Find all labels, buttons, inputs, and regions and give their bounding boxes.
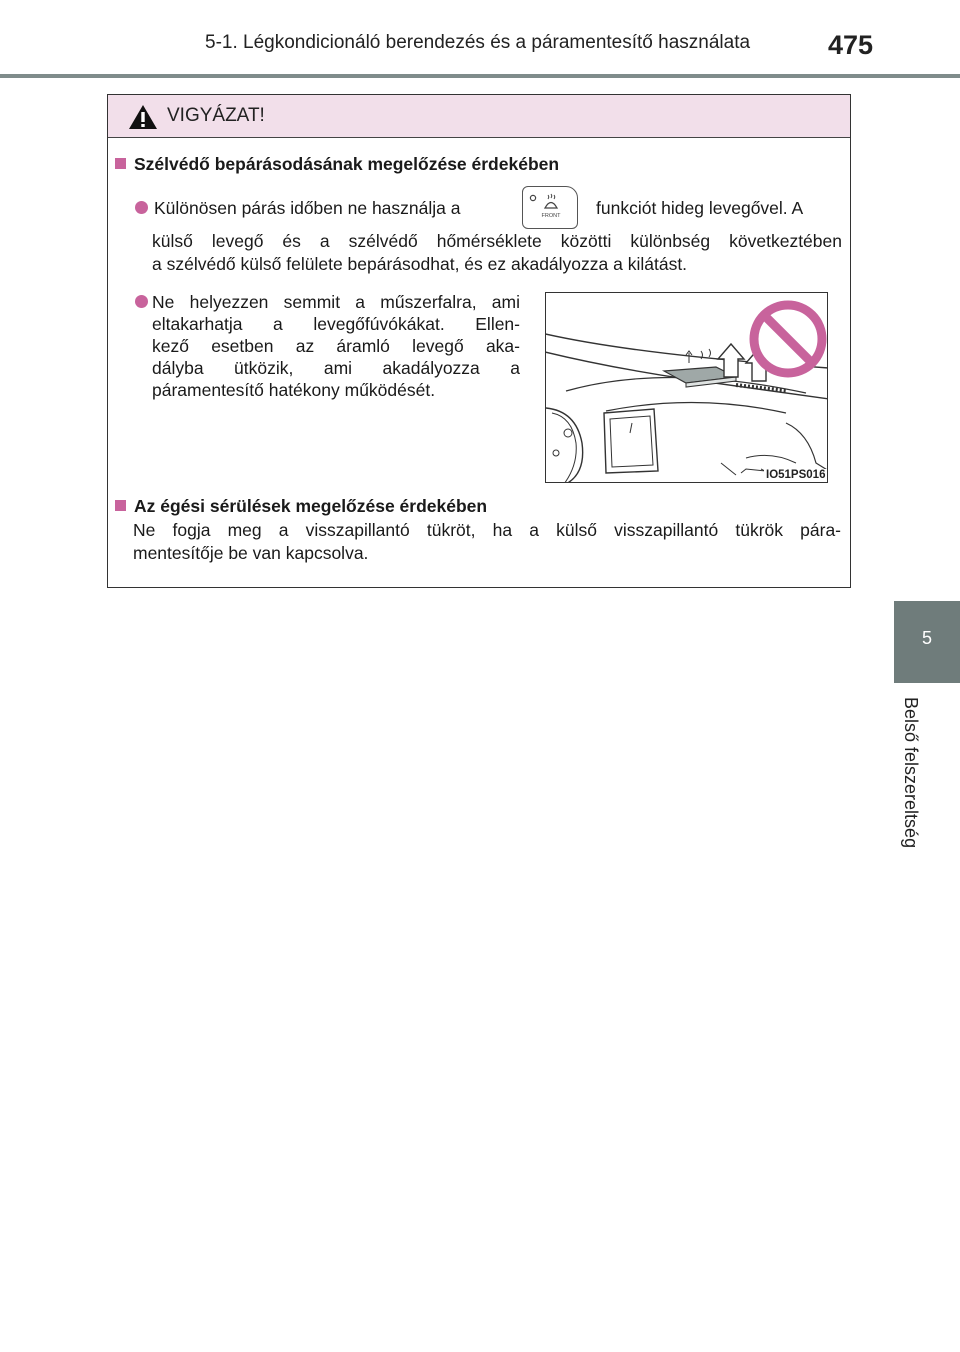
bullet-dot-icon: [135, 201, 148, 214]
section-square-icon: [115, 158, 126, 169]
chapter-label-text: Belső felszereltség: [901, 697, 921, 849]
chapter-label: [898, 697, 928, 897]
bullet1-line1-before: Különösen párás időben ne használja a: [154, 198, 461, 218]
chapter-tab[interactable]: [894, 601, 960, 683]
bullet1-line1-after: funkciót hideg levegővel. A: [596, 198, 804, 218]
header-rule: [0, 74, 960, 78]
page-number: 475: [828, 30, 874, 60]
dashboard-drawing: [546, 293, 828, 483]
section1-heading-text: Szélvédő bepárásodásának megelőzése érdekében: [134, 154, 560, 174]
warning-header: [108, 95, 850, 138]
illustration-code: IO51PS016: [766, 469, 826, 481]
section2-line1: Ne fogja meg a visszapillantó tükröt, ha a külső visszapillantó tükrök pára-: [133, 520, 841, 540]
bullet2-line5: páramentesítő hatékony működését.: [152, 380, 436, 400]
section2-heading-text: Az égési sérülések megelőzése érdekében: [134, 496, 488, 516]
warning-triangle-icon: [128, 104, 158, 130]
bullet2-line3: kező esetben az áramló levegő aka-: [152, 336, 520, 356]
section2-line2: mentesítője be van kapcsolva.: [133, 543, 369, 563]
chapter-number: 5: [921, 628, 932, 648]
section2-heading: [115, 496, 487, 517]
defogger-symbol-icon: [523, 187, 576, 227]
defogger-button-label: FRONT: [541, 213, 561, 219]
bullet-dot-icon: [135, 295, 148, 308]
bullet2-line1: Ne helyezzen semmit a műszerfalra, ami: [152, 292, 520, 312]
front-defogger-button-icon: [522, 186, 578, 229]
bullet1-line2: külső levegő és a szélvédő hőmérséklete közötti különbség következtében: [152, 231, 842, 251]
section1-heading: [115, 154, 559, 175]
warning-title: VIGYÁZAT!: [167, 105, 265, 126]
bullet2-line4: dályba ütközik, ami akadályozza a: [152, 358, 520, 378]
bullet2-line2: eltakarhatja a levegőfúvókákat. Ellen-: [152, 314, 520, 334]
bullet1-line3: a szélvédő külső felülete bepárásodhat, és ez akadályozza a kilátást.: [152, 254, 688, 274]
section-square-icon: [115, 500, 126, 511]
running-header-title: 5-1. Légkondicionáló berendezés és a páramentesítő használata: [205, 32, 751, 53]
dashboard-illustration: [545, 292, 828, 483]
